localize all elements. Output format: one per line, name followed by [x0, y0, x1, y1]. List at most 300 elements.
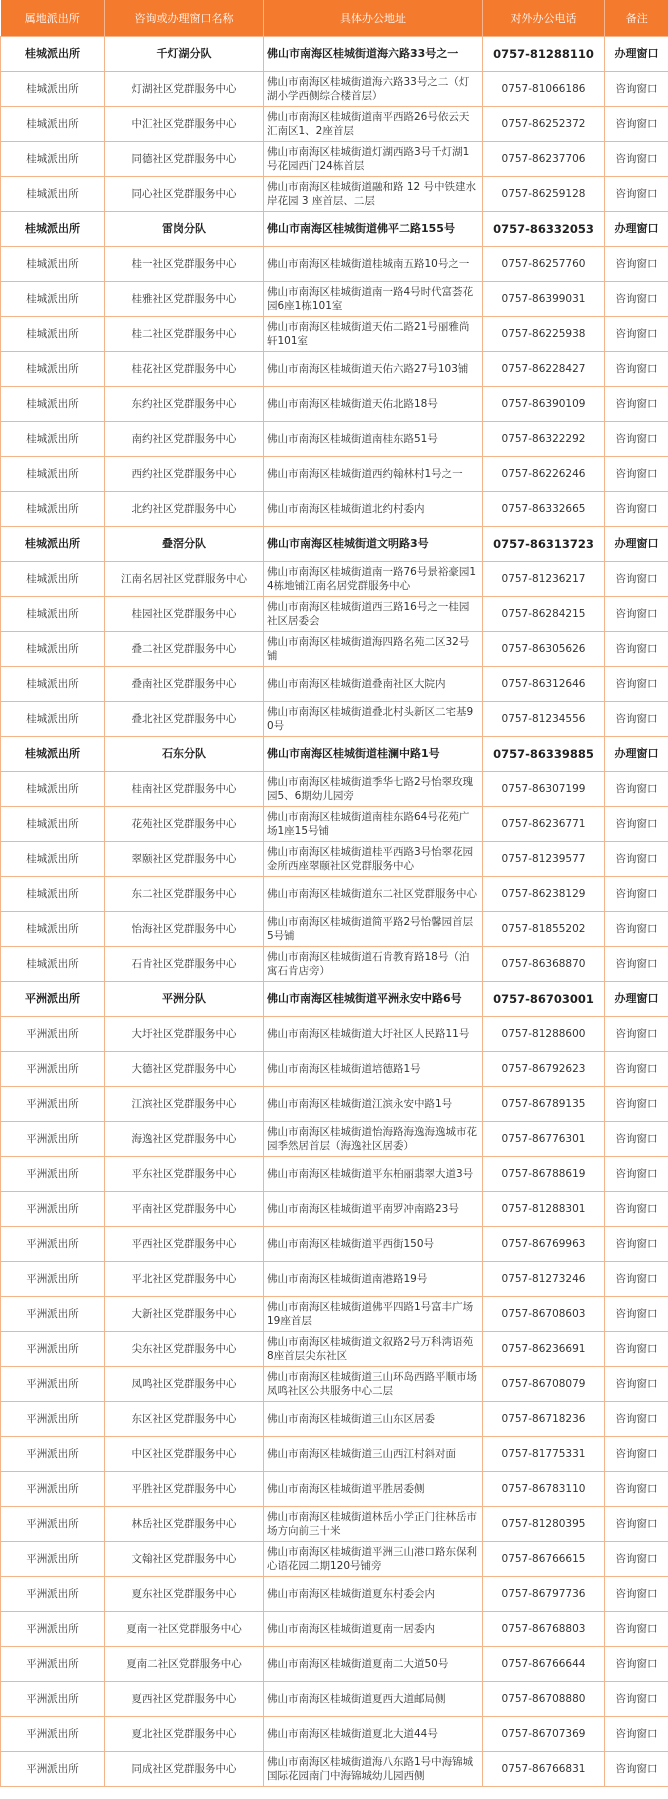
- cell-station: 桂城派出所: [1, 562, 105, 597]
- cell-station: 平洲派出所: [1, 1577, 105, 1612]
- cell-window-name: 平南社区党群服务中心: [105, 1192, 264, 1227]
- cell-station: 平洲派出所: [1, 1227, 105, 1262]
- cell-note: 咨询窗口: [605, 1507, 668, 1542]
- cell-station: 桂城派出所: [1, 737, 105, 772]
- cell-station: 桂城派出所: [1, 247, 105, 282]
- table-row: [1, 667, 668, 702]
- table-row: [1, 142, 668, 177]
- cell-window-name: 叠北社区党群服务中心: [105, 702, 264, 737]
- cell-address: 佛山市南海区桂城街道佛平二路155号: [264, 212, 483, 247]
- cell-address: 佛山市南海区桂城街道三山环岛西路平顺市场凤鸣社区公共服务中心二层: [264, 1367, 483, 1402]
- cell-note: 咨询窗口: [605, 1647, 668, 1682]
- cell-window-name: 雷岗分队: [105, 212, 264, 247]
- cell-note: 咨询窗口: [605, 1612, 668, 1647]
- cell-phone: 0757-86766644: [483, 1647, 605, 1682]
- cell-note: 咨询窗口: [605, 1472, 668, 1507]
- cell-address: 佛山市南海区桂城街道佛平四路1号富丰广场19座首层: [264, 1297, 483, 1332]
- cell-phone: 0757-86708079: [483, 1367, 605, 1402]
- table-row: [1, 387, 668, 422]
- table-row: [1, 492, 668, 527]
- cell-note: 咨询窗口: [605, 1717, 668, 1752]
- cell-window-name: 南约社区党群服务中心: [105, 422, 264, 457]
- cell-phone: 0757-81855202: [483, 912, 605, 947]
- cell-note: 咨询窗口: [605, 1367, 668, 1402]
- cell-station: 平洲派出所: [1, 1752, 105, 1787]
- cell-note: 咨询窗口: [605, 492, 668, 527]
- table-row: [1, 457, 668, 492]
- cell-window-name: 北约社区党群服务中心: [105, 492, 264, 527]
- cell-address: 佛山市南海区桂城街道大圩社区人民路11号: [264, 1017, 483, 1052]
- table-row: [1, 1332, 668, 1367]
- cell-station: 桂城派出所: [1, 912, 105, 947]
- cell-phone: 0757-86768803: [483, 1612, 605, 1647]
- cell-window-name: 平胜社区党群服务中心: [105, 1472, 264, 1507]
- cell-window-name: 石东分队: [105, 737, 264, 772]
- cell-address: 佛山市南海区桂城街道南港路19号: [264, 1262, 483, 1297]
- cell-window-name: 千灯湖分队: [105, 37, 264, 72]
- cell-window-name: 中汇社区党群服务中心: [105, 107, 264, 142]
- cell-address: 佛山市南海区桂城街道天佑北路18号: [264, 387, 483, 422]
- cell-note: 办理窗口: [605, 982, 668, 1017]
- cell-window-name: 夏南二社区党群服务中心: [105, 1647, 264, 1682]
- cell-station: 桂城派出所: [1, 772, 105, 807]
- cell-window-name: 桂园社区党群服务中心: [105, 597, 264, 632]
- cell-phone: 0757-86783110: [483, 1472, 605, 1507]
- cell-station: 平洲派出所: [1, 1052, 105, 1087]
- cell-note: 咨询窗口: [605, 107, 668, 142]
- header-address: 具体办公地址: [264, 0, 483, 37]
- cell-phone: 0757-86257760: [483, 247, 605, 282]
- cell-phone: 0757-81775331: [483, 1437, 605, 1472]
- cell-note: 咨询窗口: [605, 177, 668, 212]
- cell-address: 佛山市南海区桂城街道夏北大道44号: [264, 1717, 483, 1752]
- table-row: [1, 632, 668, 667]
- cell-address: 佛山市南海区桂城街道海六路33号之二（灯湖小学西侧综合楼首层）: [264, 72, 483, 107]
- table-row: [1, 1402, 668, 1437]
- cell-phone: 0757-86226246: [483, 457, 605, 492]
- cell-window-name: 灯湖社区党群服务中心: [105, 72, 264, 107]
- cell-note: 咨询窗口: [605, 282, 668, 317]
- cell-note: 咨询窗口: [605, 142, 668, 177]
- cell-note: 咨询窗口: [605, 842, 668, 877]
- cell-station: 平洲派出所: [1, 1717, 105, 1752]
- cell-note: 咨询窗口: [605, 877, 668, 912]
- cell-phone: 0757-81234556: [483, 702, 605, 737]
- table-row: [1, 597, 668, 632]
- cell-station: 桂城派出所: [1, 387, 105, 422]
- cell-note: 咨询窗口: [605, 1542, 668, 1577]
- cell-note: 咨询窗口: [605, 387, 668, 422]
- cell-station: 桂城派出所: [1, 457, 105, 492]
- cell-phone: 0757-81288600: [483, 1017, 605, 1052]
- cell-note: 咨询窗口: [605, 702, 668, 737]
- table-row: [1, 842, 668, 877]
- cell-note: 咨询窗口: [605, 317, 668, 352]
- cell-address: 佛山市南海区桂城街道平南罗冲南路23号: [264, 1192, 483, 1227]
- table-row: [1, 317, 668, 352]
- cell-address: 佛山市南海区桂城街道融和路 12 号中铁建水岸花园 3 座首层、二层: [264, 177, 483, 212]
- cell-address: 佛山市南海区桂城街道天佑六路27号103铺: [264, 352, 483, 387]
- cell-window-name: 叠滘分队: [105, 527, 264, 562]
- cell-address: 佛山市南海区桂城街道文明路3号: [264, 527, 483, 562]
- cell-phone: 0757-81280395: [483, 1507, 605, 1542]
- table-row: [1, 912, 668, 947]
- cell-window-name: 海逸社区党群服务中心: [105, 1122, 264, 1157]
- table-row: [1, 737, 668, 772]
- cell-phone: 0757-86312646: [483, 667, 605, 702]
- cell-address: 佛山市南海区桂城街道南桂东路51号: [264, 422, 483, 457]
- cell-window-name: 桂花社区党群服务中心: [105, 352, 264, 387]
- cell-note: 办理窗口: [605, 212, 668, 247]
- cell-phone: 0757-86225938: [483, 317, 605, 352]
- cell-window-name: 叠二社区党群服务中心: [105, 632, 264, 667]
- cell-station: 桂城派出所: [1, 72, 105, 107]
- cell-address: 佛山市南海区桂城街道北约村委内: [264, 492, 483, 527]
- table-row: [1, 1367, 668, 1402]
- cell-phone: 0757-86322292: [483, 422, 605, 457]
- cell-window-name: 花苑社区党群服务中心: [105, 807, 264, 842]
- header-station: 属地派出所: [1, 0, 105, 37]
- cell-phone: 0757-86797736: [483, 1577, 605, 1612]
- table-row: [1, 877, 668, 912]
- table-row: [1, 1647, 668, 1682]
- cell-station: 平洲派出所: [1, 1612, 105, 1647]
- cell-address: 佛山市南海区桂城街道平胜居委侧: [264, 1472, 483, 1507]
- cell-window-name: 石肯社区党群服务中心: [105, 947, 264, 982]
- cell-station: 平洲派出所: [1, 1087, 105, 1122]
- cell-phone: 0757-81236217: [483, 562, 605, 597]
- cell-note: 咨询窗口: [605, 1682, 668, 1717]
- cell-station: 桂城派出所: [1, 352, 105, 387]
- cell-station: 平洲派出所: [1, 1507, 105, 1542]
- table-body: [1, 37, 668, 1787]
- cell-note: 咨询窗口: [605, 1087, 668, 1122]
- cell-phone: 0757-86718236: [483, 1402, 605, 1437]
- cell-address: 佛山市南海区桂城街道石肯教育路18号（泊寓石肯店旁）: [264, 947, 483, 982]
- cell-phone: 0757-86792623: [483, 1052, 605, 1087]
- cell-station: 桂城派出所: [1, 947, 105, 982]
- table-row: [1, 1157, 668, 1192]
- cell-phone: 0757-81239577: [483, 842, 605, 877]
- cell-phone: 0757-86399031: [483, 282, 605, 317]
- cell-window-name: 大新社区党群服务中心: [105, 1297, 264, 1332]
- cell-window-name: 西约社区党群服务中心: [105, 457, 264, 492]
- table-row: [1, 177, 668, 212]
- cell-phone: 0757-81288110: [483, 37, 605, 72]
- table-row: [1, 352, 668, 387]
- cell-address: 佛山市南海区桂城街道桂澜中路1号: [264, 737, 483, 772]
- cell-note: 咨询窗口: [605, 1297, 668, 1332]
- table-row: [1, 1087, 668, 1122]
- header-window-name: 咨询或办理窗口名称: [105, 0, 264, 37]
- cell-station: 桂城派出所: [1, 422, 105, 457]
- cell-station: 桂城派出所: [1, 632, 105, 667]
- table-row: [1, 982, 668, 1017]
- cell-note: 咨询窗口: [605, 1752, 668, 1787]
- table-row: [1, 1542, 668, 1577]
- cell-window-name: 尖东社区党群服务中心: [105, 1332, 264, 1367]
- cell-address: 佛山市南海区桂城街道三山西江村斜对面: [264, 1437, 483, 1472]
- table-row: [1, 37, 668, 72]
- cell-phone: 0757-81066186: [483, 72, 605, 107]
- cell-window-name: 桂一社区党群服务中心: [105, 247, 264, 282]
- cell-note: 咨询窗口: [605, 1577, 668, 1612]
- cell-phone: 0757-86284215: [483, 597, 605, 632]
- table-row: [1, 1612, 668, 1647]
- cell-note: 咨询窗口: [605, 667, 668, 702]
- cell-address: 佛山市南海区桂城街道平西街150号: [264, 1227, 483, 1262]
- cell-note: 咨询窗口: [605, 1262, 668, 1297]
- cell-note: 咨询窗口: [605, 1227, 668, 1262]
- cell-phone: 0757-81273246: [483, 1262, 605, 1297]
- cell-window-name: 同成社区党群服务中心: [105, 1752, 264, 1787]
- cell-phone: 0757-86390109: [483, 387, 605, 422]
- cell-window-name: 同心社区党群服务中心: [105, 177, 264, 212]
- table-row: [1, 1437, 668, 1472]
- cell-note: 办理窗口: [605, 737, 668, 772]
- cell-window-name: 大德社区党群服务中心: [105, 1052, 264, 1087]
- cell-address: 佛山市南海区桂城街道三山东区居委: [264, 1402, 483, 1437]
- cell-address: 佛山市南海区桂城街道天佑二路21号丽雅尚轩101室: [264, 317, 483, 352]
- cell-address: 佛山市南海区桂城街道文叙路2号万科湾语苑8座首层尖东社区: [264, 1332, 483, 1367]
- cell-note: 咨询窗口: [605, 632, 668, 667]
- cell-address: 佛山市南海区桂城街道南一路4号时代富荟花园6座1栋101室: [264, 282, 483, 317]
- cell-station: 桂城派出所: [1, 37, 105, 72]
- cell-note: 咨询窗口: [605, 457, 668, 492]
- cell-station: 平洲派出所: [1, 1332, 105, 1367]
- cell-address: 佛山市南海区桂城街道怡海路海逸海逸城市花园季然居首层（海逸社区居委）: [264, 1122, 483, 1157]
- table-row: [1, 1577, 668, 1612]
- cell-station: 桂城派出所: [1, 177, 105, 212]
- cell-phone: 0757-86708880: [483, 1682, 605, 1717]
- cell-phone: 0757-86313723: [483, 527, 605, 562]
- table-row: [1, 1122, 668, 1157]
- cell-note: 咨询窗口: [605, 1122, 668, 1157]
- header-note: 备注: [605, 0, 668, 37]
- cell-note: 咨询窗口: [605, 1157, 668, 1192]
- table-row: [1, 1717, 668, 1752]
- cell-address: 佛山市南海区桂城街道桂平西路3号怡翠花园金所西座翠颐社区党群服务中心: [264, 842, 483, 877]
- cell-address: 佛山市南海区桂城街道海四路名苑二区32号铺: [264, 632, 483, 667]
- table-row: [1, 772, 668, 807]
- cell-station: 桂城派出所: [1, 877, 105, 912]
- cell-note: 咨询窗口: [605, 1192, 668, 1227]
- cell-station: 平洲派出所: [1, 1472, 105, 1507]
- table-row: [1, 1192, 668, 1227]
- cell-note: 办理窗口: [605, 527, 668, 562]
- cell-window-name: 同德社区党群服务中心: [105, 142, 264, 177]
- table-row: [1, 947, 668, 982]
- cell-window-name: 平西社区党群服务中心: [105, 1227, 264, 1262]
- header-phone: 对外办公电话: [483, 0, 605, 37]
- cell-station: 平洲派出所: [1, 1402, 105, 1437]
- cell-phone: 0757-86307199: [483, 772, 605, 807]
- table-header-row: [1, 0, 668, 37]
- table-row: [1, 212, 668, 247]
- cell-address: 佛山市南海区桂城街道平洲三山港口路东保利心语花园二期120号铺旁: [264, 1542, 483, 1577]
- cell-address: 佛山市南海区桂城街道培德路1号: [264, 1052, 483, 1087]
- cell-note: 咨询窗口: [605, 912, 668, 947]
- cell-address: 佛山市南海区桂城街道平东柏丽翡翠大道3号: [264, 1157, 483, 1192]
- cell-phone: 0757-86776301: [483, 1122, 605, 1157]
- table-row: [1, 1507, 668, 1542]
- cell-phone: 0757-81288301: [483, 1192, 605, 1227]
- cell-station: 平洲派出所: [1, 1017, 105, 1052]
- cell-phone: 0757-86237706: [483, 142, 605, 177]
- cell-phone: 0757-86332053: [483, 212, 605, 247]
- cell-address: 佛山市南海区桂城街道夏西大道邮局侧: [264, 1682, 483, 1717]
- table-row: [1, 702, 668, 737]
- cell-note: 咨询窗口: [605, 1402, 668, 1437]
- cell-station: 桂城派出所: [1, 212, 105, 247]
- cell-note: 咨询窗口: [605, 1052, 668, 1087]
- cell-phone: 0757-86305626: [483, 632, 605, 667]
- table-row: [1, 1682, 668, 1717]
- cell-window-name: 平洲分队: [105, 982, 264, 1017]
- cell-address: 佛山市南海区桂城街道夏南一居委内: [264, 1612, 483, 1647]
- cell-address: 佛山市南海区桂城街道西三路16号之一桂园社区居委会: [264, 597, 483, 632]
- cell-note: 咨询窗口: [605, 1437, 668, 1472]
- cell-phone: 0757-86707369: [483, 1717, 605, 1752]
- cell-phone: 0757-86769963: [483, 1227, 605, 1262]
- cell-phone: 0757-86236771: [483, 807, 605, 842]
- cell-station: 桂城派出所: [1, 527, 105, 562]
- cell-station: 平洲派出所: [1, 1682, 105, 1717]
- cell-phone: 0757-86766831: [483, 1752, 605, 1787]
- cell-phone: 0757-86703001: [483, 982, 605, 1017]
- cell-address: 佛山市南海区桂城街道林岳小学正门往林岳市场方向前三十米: [264, 1507, 483, 1542]
- cell-address: 佛山市南海区桂城街道季华七路2号怡翠玫瑰园5、6期幼儿园旁: [264, 772, 483, 807]
- cell-note: 咨询窗口: [605, 247, 668, 282]
- cell-address: 佛山市南海区桂城街道东二社区党群服务中心: [264, 877, 483, 912]
- cell-address: 佛山市南海区桂城街道南平西路26号依云天汇南区1、2座首层: [264, 107, 483, 142]
- cell-window-name: 林岳社区党群服务中心: [105, 1507, 264, 1542]
- cell-phone: 0757-86788619: [483, 1157, 605, 1192]
- cell-note: 咨询窗口: [605, 562, 668, 597]
- cell-note: 咨询窗口: [605, 772, 668, 807]
- cell-station: 平洲派出所: [1, 1437, 105, 1472]
- table-row: [1, 1297, 668, 1332]
- cell-address: 佛山市南海区桂城街道叠北村头新区二宅基90号: [264, 702, 483, 737]
- cell-note: 咨询窗口: [605, 597, 668, 632]
- cell-station: 平洲派出所: [1, 1367, 105, 1402]
- cell-window-name: 夏南一社区党群服务中心: [105, 1612, 264, 1647]
- table-row: [1, 527, 668, 562]
- cell-station: 平洲派出所: [1, 1297, 105, 1332]
- cell-window-name: 叠南社区党群服务中心: [105, 667, 264, 702]
- cell-window-name: 大圩社区党群服务中心: [105, 1017, 264, 1052]
- cell-phone: 0757-86236691: [483, 1332, 605, 1367]
- cell-station: 桂城派出所: [1, 842, 105, 877]
- cell-address: 佛山市南海区桂城街道桂城南五路10号之一: [264, 247, 483, 282]
- cell-station: 桂城派出所: [1, 107, 105, 142]
- cell-phone: 0757-86228427: [483, 352, 605, 387]
- cell-phone: 0757-86766615: [483, 1542, 605, 1577]
- cell-note: 办理窗口: [605, 37, 668, 72]
- table-row: [1, 562, 668, 597]
- cell-station: 桂城派出所: [1, 597, 105, 632]
- cell-window-name: 桂雅社区党群服务中心: [105, 282, 264, 317]
- cell-station: 平洲派出所: [1, 1157, 105, 1192]
- cell-window-name: 夏东社区党群服务中心: [105, 1577, 264, 1612]
- cell-window-name: 东约社区党群服务中心: [105, 387, 264, 422]
- cell-phone: 0757-86789135: [483, 1087, 605, 1122]
- cell-window-name: 夏北社区党群服务中心: [105, 1717, 264, 1752]
- cell-phone: 0757-86368870: [483, 947, 605, 982]
- cell-station: 桂城派出所: [1, 142, 105, 177]
- table-row: [1, 422, 668, 457]
- table-row: [1, 1262, 668, 1297]
- cell-address: 佛山市南海区桂城街道海八东路1号中海锦城国际花园南门中海锦城幼儿园西侧: [264, 1752, 483, 1787]
- cell-note: 咨询窗口: [605, 72, 668, 107]
- table-row: [1, 1052, 668, 1087]
- cell-note: 咨询窗口: [605, 807, 668, 842]
- table-row: [1, 1227, 668, 1262]
- cell-address: 佛山市南海区桂城街道西约翰林村1号之一: [264, 457, 483, 492]
- cell-phone: 0757-86332665: [483, 492, 605, 527]
- cell-window-name: 凤鸣社区党群服务中心: [105, 1367, 264, 1402]
- table-row: [1, 107, 668, 142]
- cell-window-name: 平北社区党群服务中心: [105, 1262, 264, 1297]
- table-row: [1, 247, 668, 282]
- cell-station: 桂城派出所: [1, 282, 105, 317]
- cell-window-name: 翠颐社区党群服务中心: [105, 842, 264, 877]
- table-row: [1, 72, 668, 107]
- cell-note: 咨询窗口: [605, 1017, 668, 1052]
- cell-window-name: 桂南社区党群服务中心: [105, 772, 264, 807]
- cell-station: 桂城派出所: [1, 702, 105, 737]
- cell-address: 佛山市南海区桂城街道南一路76号景裕豪园14栋地铺江南名居党群服务中心: [264, 562, 483, 597]
- cell-window-name: 怡海社区党群服务中心: [105, 912, 264, 947]
- cell-address: 佛山市南海区桂城街道南桂东路64号花苑广场1座15号铺: [264, 807, 483, 842]
- cell-note: 咨询窗口: [605, 422, 668, 457]
- cell-note: 咨询窗口: [605, 1332, 668, 1367]
- cell-window-name: 东二社区党群服务中心: [105, 877, 264, 912]
- cell-station: 平洲派出所: [1, 1122, 105, 1157]
- cell-station: 桂城派出所: [1, 317, 105, 352]
- cell-window-name: 夏西社区党群服务中心: [105, 1682, 264, 1717]
- cell-phone: 0757-86708603: [483, 1297, 605, 1332]
- cell-address: 佛山市南海区桂城街道平洲永安中路6号: [264, 982, 483, 1017]
- cell-address: 佛山市南海区桂城街道简平路2号怡馨园首层5号铺: [264, 912, 483, 947]
- cell-window-name: 江滨社区党群服务中心: [105, 1087, 264, 1122]
- cell-address: 佛山市南海区桂城街道夏南二大道50号: [264, 1647, 483, 1682]
- cell-window-name: 东区社区党群服务中心: [105, 1402, 264, 1437]
- cell-window-name: 桂二社区党群服务中心: [105, 317, 264, 352]
- cell-note: 咨询窗口: [605, 947, 668, 982]
- table-row: [1, 807, 668, 842]
- cell-address: 佛山市南海区桂城街道江滨永安中路1号: [264, 1087, 483, 1122]
- cell-station: 平洲派出所: [1, 1192, 105, 1227]
- cell-window-name: 平东社区党群服务中心: [105, 1157, 264, 1192]
- cell-address: 佛山市南海区桂城街道夏东村委会内: [264, 1577, 483, 1612]
- cell-address: 佛山市南海区桂城街道灯湖西路3号千灯湖1号花园西门24栋首层: [264, 142, 483, 177]
- cell-address: 佛山市南海区桂城街道叠南社区大院内: [264, 667, 483, 702]
- cell-station: 平洲派出所: [1, 1542, 105, 1577]
- cell-phone: 0757-86252372: [483, 107, 605, 142]
- cell-address: 佛山市南海区桂城街道海六路33号之一: [264, 37, 483, 72]
- table-row: [1, 1472, 668, 1507]
- cell-phone: 0757-86238129: [483, 877, 605, 912]
- cell-window-name: 中区社区党群服务中心: [105, 1437, 264, 1472]
- cell-station: 平洲派出所: [1, 1647, 105, 1682]
- table-row: [1, 1017, 668, 1052]
- table-row: [1, 1752, 668, 1787]
- table-row: [1, 282, 668, 317]
- cell-phone: 0757-86259128: [483, 177, 605, 212]
- cell-window-name: 江南名居社区党群服务中心: [105, 562, 264, 597]
- cell-station: 桂城派出所: [1, 807, 105, 842]
